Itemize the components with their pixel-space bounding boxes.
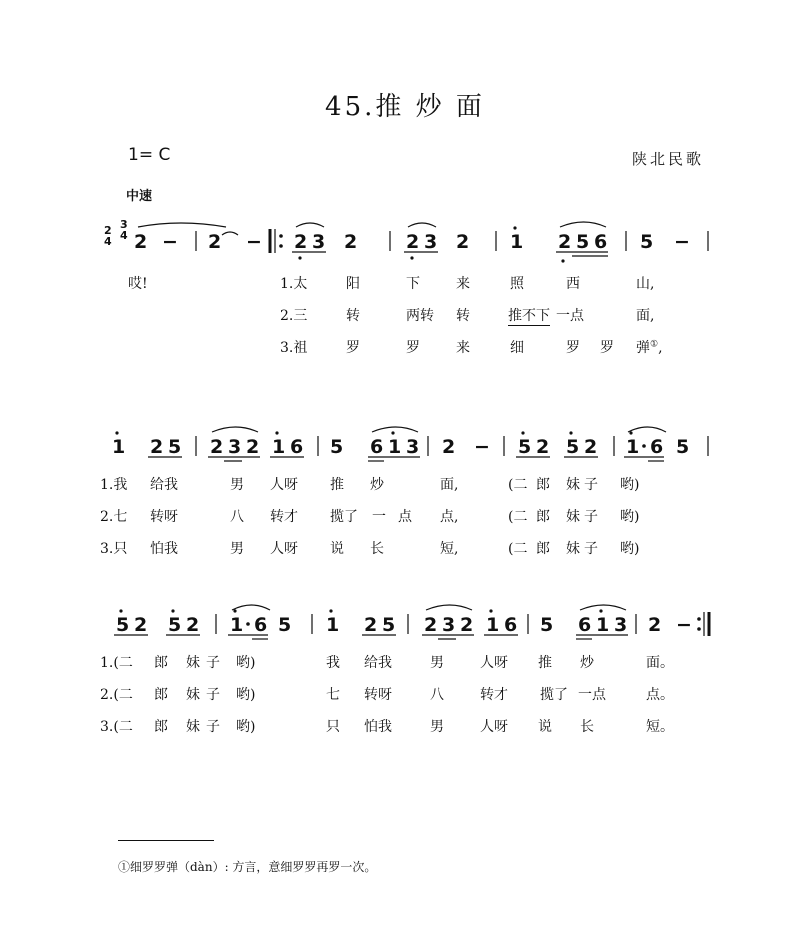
svg-text:2: 2 — [210, 436, 224, 458]
svg-text:2: 2 — [584, 436, 598, 458]
svg-text:5: 5 — [382, 614, 396, 636]
lyric-syllable: 子 — [206, 719, 220, 735]
svg-text:2: 2 — [536, 436, 550, 458]
lyric-syllable: 郎 — [536, 509, 550, 525]
system-2 — [0, 420, 810, 570]
lyric-syllable: 一 — [372, 509, 386, 525]
lyric-line-2-3 — [0, 538, 810, 558]
lyric-syllable: (二 — [508, 477, 528, 493]
svg-text:2: 2 — [460, 614, 474, 636]
svg-text:6: 6 — [290, 436, 304, 458]
svg-text:6: 6 — [578, 614, 592, 636]
svg-text:3: 3 — [228, 436, 242, 458]
lyric-syllable: 转才 — [270, 509, 298, 525]
lyric-syllable: 面。 — [646, 655, 674, 671]
lyric-syllable: 说 — [538, 719, 552, 735]
svg-text:2: 2 — [294, 231, 308, 253]
song-title: 45.推 炒 面 — [325, 92, 485, 122]
lyric-syllable: 罗 — [346, 340, 360, 356]
lyric-syllable: 妹 — [566, 477, 580, 493]
lyric-syllable: 郎 — [154, 719, 168, 735]
tempo-marking: 中速 — [126, 189, 153, 204]
lyric-syllable: 罗 — [406, 340, 420, 356]
lyric-syllable: 我 — [326, 655, 340, 671]
song-source: 陕北民歌 — [632, 150, 705, 168]
lyric-syllable: 男 — [430, 719, 444, 735]
lyric-line-3-1 — [0, 652, 810, 672]
svg-text:2: 2 — [344, 231, 358, 253]
svg-text:6: 6 — [504, 614, 518, 636]
lyric-syllable: 八 — [430, 687, 444, 703]
svg-text:5: 5 — [330, 436, 344, 458]
svg-text:6: 6 — [594, 231, 608, 253]
svg-text:1: 1 — [388, 436, 402, 458]
svg-text:2: 2 — [442, 436, 456, 458]
lyric-syllable: 怕我 — [364, 719, 392, 735]
svg-text:1: 1 — [326, 614, 340, 636]
svg-text:3: 3 — [424, 231, 438, 253]
lyric-syllable: 一点 — [556, 308, 584, 324]
svg-text:5: 5 — [676, 436, 690, 458]
lyric-syllable: 男 — [430, 655, 444, 671]
lyric-syllable: 只 — [326, 719, 340, 735]
svg-text:1: 1 — [112, 436, 126, 458]
lyric-syllable: 子 — [206, 655, 220, 671]
lyric-syllable: 炒 — [370, 477, 384, 493]
svg-text:2: 2 — [134, 231, 148, 253]
lyric-syllable: (二 — [508, 541, 528, 557]
lyric-syllable: 面, — [440, 477, 459, 493]
lyric-syllable: 点, — [440, 509, 459, 525]
lyric-line-1-3 — [0, 337, 810, 357]
lyric-syllable: 推 — [538, 655, 552, 671]
system-3 — [0, 598, 810, 748]
lyric-syllable: 转呀 — [150, 509, 178, 525]
lyric-syllable: 长 — [580, 719, 594, 735]
lyric-syllable: 郎 — [536, 477, 550, 493]
lyric-syllable: 男 — [230, 541, 244, 557]
lyric-syllable: 转呀 — [364, 687, 392, 703]
svg-text:2: 2 — [558, 231, 572, 253]
lyric-syllable: 转 — [456, 308, 470, 324]
svg-text:5: 5 — [540, 614, 554, 636]
svg-text:−: − — [676, 614, 692, 636]
lyric-syllable: 2.三 — [280, 308, 308, 324]
time-signature-3-4: 3 4 — [120, 218, 128, 242]
lyric-syllable: 1.太 — [280, 276, 308, 292]
lyric-syllable: 妹 — [186, 719, 200, 735]
lyric-syllable: 人呀 — [270, 541, 298, 557]
svg-text:2: 2 — [424, 614, 438, 636]
notation-line-1 — [0, 215, 810, 265]
svg-text:−: − — [162, 231, 178, 253]
svg-text:6: 6 — [650, 436, 664, 458]
key-signature: 1= C — [128, 145, 171, 165]
lyric-syllable: 西 — [566, 276, 580, 292]
lyric-syllable: 长 — [370, 541, 384, 557]
lyric-syllable: 子 — [584, 509, 598, 525]
lyric-syllable: 山, — [636, 276, 655, 292]
lyric-syllable: 一点 — [578, 687, 606, 703]
svg-text:5: 5 — [640, 231, 654, 253]
svg-text:2: 2 — [134, 614, 148, 636]
footnote-marker: ① — [650, 339, 659, 350]
lyric-syllable: 短, — [440, 541, 459, 557]
lyric-syllable: , — [658, 340, 663, 356]
lyric-syllable: (二 — [508, 509, 528, 525]
lyric-syllable: 2.七 — [100, 509, 128, 525]
svg-text:2: 2 — [456, 231, 470, 253]
lyric-syllable: 子 — [584, 541, 598, 557]
notation-line-3 — [0, 598, 810, 648]
svg-text:2: 2 — [208, 231, 222, 253]
svg-text:5: 5 — [566, 436, 580, 458]
lyric-line-3-2 — [0, 684, 810, 704]
lyric-syllable: 点 — [398, 509, 412, 525]
lyric-syllable: 下 — [406, 276, 420, 292]
lyric-syllable: 妹 — [186, 687, 200, 703]
svg-text:−: − — [674, 231, 690, 253]
lyric-syllable: 哟) — [236, 687, 256, 703]
svg-text:2: 2 — [150, 436, 164, 458]
svg-text:1: 1 — [596, 614, 610, 636]
lyric-syllable: 弹 — [636, 340, 650, 356]
lyric-syllable: 说 — [330, 541, 344, 557]
lyric-syllable: 怕我 — [150, 541, 178, 557]
lyric-syllable: 哟) — [620, 541, 640, 557]
svg-text:6: 6 — [370, 436, 384, 458]
lyric-syllable: 人呀 — [480, 719, 508, 735]
svg-text:−: − — [474, 436, 490, 458]
svg-text:5: 5 — [278, 614, 292, 636]
lyric-line-1-1 — [0, 273, 810, 293]
lyric-syllable: 1.(二 — [100, 655, 133, 671]
lyric-syllable: 八 — [230, 509, 244, 525]
notation-line-2 — [0, 420, 810, 470]
footnote-divider — [118, 840, 214, 841]
lyric-syllable: 男 — [230, 477, 244, 493]
svg-text:1: 1 — [510, 231, 524, 253]
lyric-syllable: 照 — [510, 276, 524, 292]
lyric-line-2-1 — [0, 474, 810, 494]
lyric-syllable: 点。 — [646, 687, 674, 703]
lyric-syllable: 哟) — [236, 719, 256, 735]
lyric-syllable: 揽了 — [540, 687, 568, 703]
svg-text:2: 2 — [246, 436, 260, 458]
lyric-syllable: 3.(二 — [100, 719, 133, 735]
lyric-syllable: 罗 — [600, 340, 614, 356]
time-signature-2-4: 2 4 — [104, 224, 112, 248]
lyric-syllable: 转才 — [480, 687, 508, 703]
lyric-syllable: 郎 — [154, 687, 168, 703]
lyric-syllable: 妹 — [566, 509, 580, 525]
lyric-syllable — [636, 337, 663, 357]
lyric-syllable: 1.我 — [100, 477, 128, 493]
svg-text:2: 2 — [186, 614, 200, 636]
svg-text:1: 1 — [626, 436, 640, 458]
svg-text:1: 1 — [486, 614, 500, 636]
svg-text:2: 2 — [648, 614, 662, 636]
svg-text:3: 3 — [442, 614, 456, 636]
lyric-syllable: 两转 — [406, 308, 434, 324]
svg-text:5: 5 — [168, 436, 182, 458]
system-1 — [0, 215, 810, 365]
svg-text:5: 5 — [576, 231, 590, 253]
lyric-syllable: 哟) — [620, 477, 640, 493]
lyric-line-1-2 — [0, 305, 810, 325]
lyric-syllable: 哎! — [128, 276, 148, 292]
lyric-syllable: 细 — [510, 340, 524, 356]
lyric-syllable: 揽了 — [330, 509, 358, 525]
lyric-syllable: 2.(二 — [100, 687, 133, 703]
lyric-syllable: 七 — [326, 687, 340, 703]
lyric-syllable: 短。 — [646, 719, 674, 735]
lyric-syllable: 人呀 — [480, 655, 508, 671]
lyric-line-2-2 — [0, 506, 810, 526]
svg-text:5: 5 — [518, 436, 532, 458]
footnote-text: ①细罗罗弹（dàn）: 方言，意细罗罗再罗一次。 — [118, 860, 377, 874]
lyric-syllable: 给我 — [150, 477, 178, 493]
lyric-syllable: 面, — [636, 308, 655, 324]
lyric-syllable: 3.祖 — [280, 340, 308, 356]
lyric-syllable: 炒 — [580, 655, 594, 671]
lyric-syllable: 妹 — [566, 541, 580, 557]
lyric-syllable: 3.只 — [100, 541, 128, 557]
lyric-syllable: 子 — [206, 687, 220, 703]
lyric-syllable: 罗 — [566, 340, 580, 356]
svg-text:6: 6 — [254, 614, 268, 636]
svg-text:3: 3 — [406, 436, 420, 458]
lyric-syllable: 子 — [584, 477, 598, 493]
lyric-syllable: 阳 — [346, 276, 360, 292]
svg-text:3: 3 — [312, 231, 326, 253]
lyric-syllable: 人呀 — [270, 477, 298, 493]
svg-text:5: 5 — [116, 614, 130, 636]
lyric-line-3-3 — [0, 716, 810, 736]
lyric-syllable: 来 — [456, 340, 470, 356]
svg-text:5: 5 — [168, 614, 182, 636]
svg-text:−: − — [246, 231, 262, 253]
lyric-syllable: 来 — [456, 276, 470, 292]
lyric-syllable: 给我 — [364, 655, 392, 671]
svg-text:2: 2 — [406, 231, 420, 253]
lyric-syllable: 哟) — [236, 655, 256, 671]
svg-text:2: 2 — [364, 614, 378, 636]
svg-text:1: 1 — [230, 614, 244, 636]
lyric-syllable: 郎 — [536, 541, 550, 557]
svg-text:1: 1 — [272, 436, 286, 458]
lyric-syllable: 哟) — [620, 509, 640, 525]
lyric-syllable: 郎 — [154, 655, 168, 671]
lyric-syllable: 妹 — [186, 655, 200, 671]
lyric-syllable: 推 — [330, 477, 344, 493]
lyric-syllable: 转 — [346, 308, 360, 324]
lyric-syllable: 推不下 — [508, 305, 550, 326]
svg-text:3: 3 — [614, 614, 628, 636]
